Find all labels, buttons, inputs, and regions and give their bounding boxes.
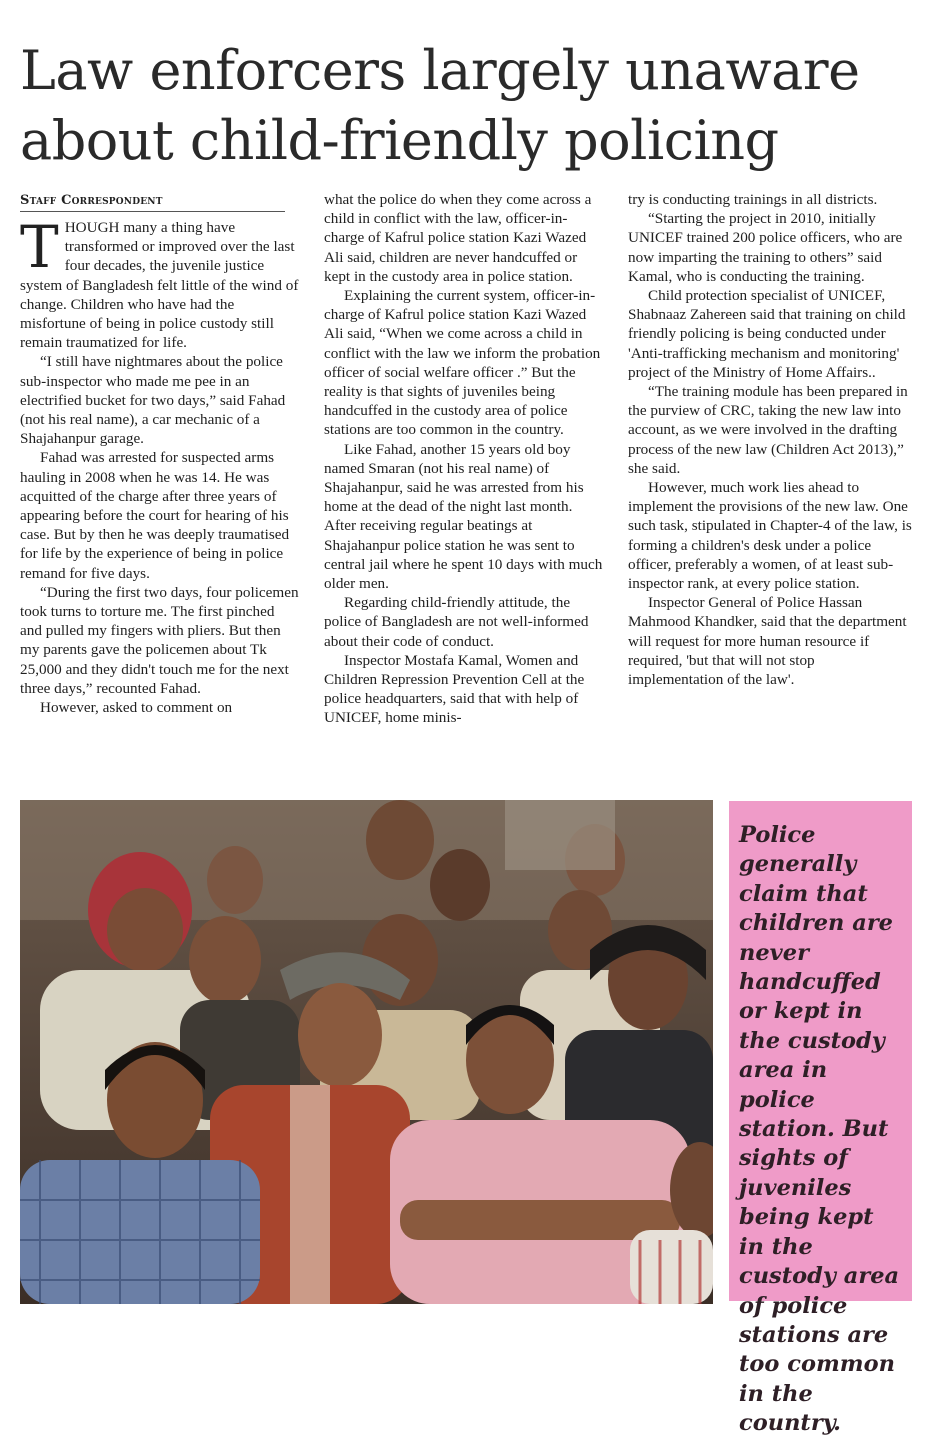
paragraph: Fahad was arrested for suspected arms hauling in 2008 when he was 14. He was acquitted of the charge after three years of appearing before the court for hearing of his case. But by then he was deeply traumatised for life by the experience of being in police remand for five days.: [20, 449, 290, 582]
lead-paragraph: [20, 218, 300, 352]
paragraph: Regarding child-friendly attitude, the police of Bangladesh are not well-informed about their code of conduct.: [324, 594, 589, 650]
paragraph: However, much work lies ahead to implement the provisions of the new law. One such task, stipulated in Chapter-4 of the law, is forming a children's desk under a police officer, preferably a women, of at least sub-inspector rank, at every police station.: [628, 479, 912, 593]
paragraph: Inspector Mostafa Kamal, Women and Children Repression Prevention Cell at the police headquarters, said that with help of UNICEF, home minis-: [324, 651, 585, 727]
byline-rule: [20, 193, 285, 212]
byline: Staff Correspondent: [20, 193, 163, 208]
pull-quote-text: Police generally claim that children are never handcuffed or kept in the custody area in police station. But sights of juveniles being kept in the custody area of police stations are too common in the country.: [739, 822, 900, 1437]
headline: Law enforcers largely unaware about child-friendly policing: [20, 39, 860, 172]
paragraph: Inspector General of Police Hassan Mahmood Khandker, said that the department will request for more human resource if required, 'but that will not stop implementation of the law'.: [628, 594, 907, 689]
article-column-2: [324, 190, 604, 786]
paragraph: “The training module has been prepared in the purview of CRC, taking the new law into account, as we were involved in the drafting process of the new law (Children Act 2013),” she said.: [628, 383, 908, 477]
crowd-of-youths-illustration: [20, 800, 713, 1304]
article-column-3: [628, 190, 912, 786]
lead-text: HOUGH many a thing have transformed or improved over the last four decades, the juvenile justice system of Bangladesh felt little of the wind of change. Children who have had the misfortune of being in police custody still remain traumatized for life.: [20, 219, 299, 352]
paragraph: Explaining the current system, officer-in-charge of Kafrul police station Kazi Wazed Ali said, “When we come across a child in conflict with the law we inform the probation officer of social welfare officer .” But the reality is that sights of juveniles being handcuffed in the custody area of police stations are too common in the country.: [324, 287, 601, 439]
news-photo: [20, 800, 713, 1304]
paragraph: Child protection specialist of UNICEF, Shabnaaz Zahereen said that training on child friendly policing is being conducted under 'Anti-trafficking mechanism and monitoring' project of the Ministry of Home Affairs..: [628, 287, 906, 381]
paragraph: what the police do when they come across a child in conflict with the law, officer-in-charge of Kafrul police station Kazi Wazed Ali said, children are never handcuffed or kept in the custody area in police station.: [324, 191, 592, 285]
paragraph: Like Fahad, another 15 years old boy named Smaran (not his real name) of Shajahanpur, said he was arrested from his home at the dead of the night last month. After receiving regular beatings at Shajahanpur police station he was sent to central jail where he spent 10 days with much older men.: [324, 440, 603, 593]
pull-quote-box: [729, 801, 912, 1437]
paragraph: However, asked to comment on: [40, 699, 233, 717]
paragraph: try is conducting trainings in all districts.: [628, 191, 878, 208]
paragraph: “During the first two days, four policemen took turns to torture me. The first pinched and pulled my fingers with pliers. But then my parents gave the policemen about Tk 25,000 and they didn't touch me for the next three days,” recounted Fahad.: [20, 583, 299, 697]
paragraph: “Starting the project in 2010, initially UNICEF trained 200 police officers, who are now imparting the training to others” said Kamal, who is conducting the training.: [628, 210, 903, 285]
article-column-1: [20, 218, 300, 786]
paragraph: “I still have nightmares about the police sub-inspector who made me pee in an electrified bucket for two days,” said Fahad (not his real name), a car mechanic of a Shajahanpur garage.: [20, 353, 286, 448]
drop-cap: T: [20, 218, 59, 281]
